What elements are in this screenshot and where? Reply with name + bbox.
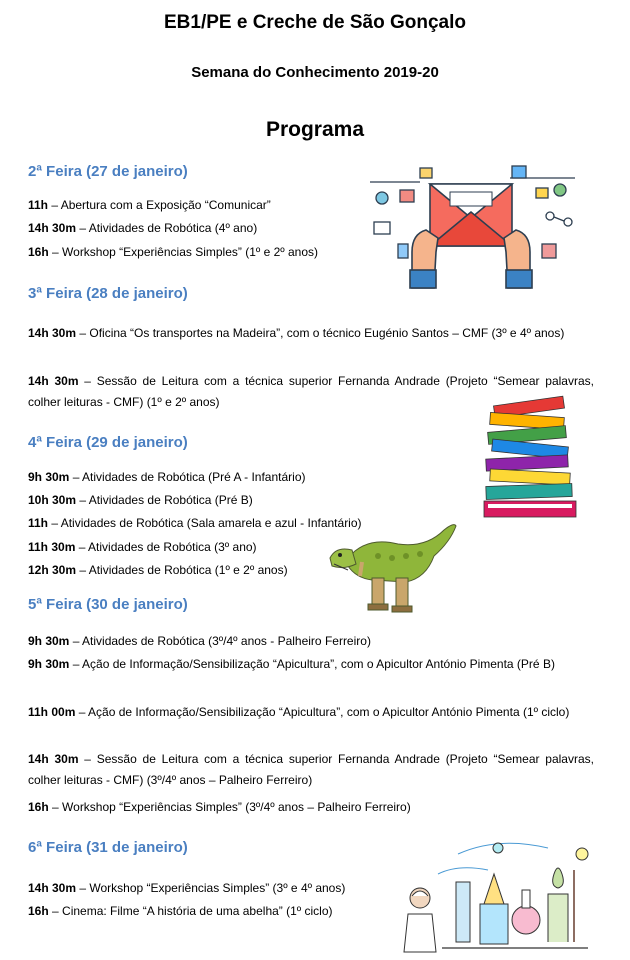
event-item [28, 702, 594, 723]
day-heading-wednesday: 4ª Feira (29 de janeiro) [28, 434, 188, 451]
day-heading-thursday: 5ª Feira (30 de janeiro) [28, 596, 188, 613]
event-time: 14h 30m [28, 881, 77, 895]
communication-illustration [360, 160, 585, 290]
event-time: 14h 30m [28, 221, 77, 235]
event-item [28, 901, 333, 922]
event-text: – Atividades de Robótica (1º e 2º anos) [76, 563, 288, 577]
science-experiments-illustration [398, 834, 594, 954]
event-time: 11h 00m [28, 705, 76, 719]
event-item [28, 749, 594, 791]
event-time: 9h 30m [28, 470, 70, 484]
day-heading-monday: 2ª Feira (27 de janeiro) [28, 163, 188, 180]
event-item [28, 467, 306, 488]
event-text: – Atividades de Robótica (3º ano) [75, 540, 257, 554]
event-text: – Atividades de Robótica (3º/4º anos - Palheiro Ferreiro) [69, 634, 371, 648]
robot-dinosaur-illustration [326, 518, 462, 614]
event-subtitle: Semana do Conhecimento 2019-20 [191, 64, 439, 81]
day-heading-friday: 6ª Feira (31 de janeiro) [28, 839, 188, 856]
event-item [28, 242, 318, 263]
event-time: 11h [28, 198, 49, 212]
event-time: 9h 30m [28, 634, 70, 648]
event-text: – Ação de Informação/Sensibilização “Apicultura”, com o Apicultor António Pimenta (Pré B) [69, 657, 555, 671]
event-item [28, 878, 345, 899]
event-text: – Workshop “Experiências Simples” (1º e 2º anos) [48, 245, 319, 259]
day-heading-tuesday: 3ª Feira (28 de janeiro) [28, 285, 188, 302]
event-item [28, 513, 362, 534]
program-heading: Programa [265, 118, 365, 141]
event-text: – Abertura com a Exposição “Comunicar” [48, 198, 271, 212]
event-time: 11h [28, 516, 49, 530]
event-time: 16h [28, 904, 49, 918]
event-text: – Workshop “Experiências Simples” (3º e 4º anos) [76, 881, 346, 895]
event-item [28, 195, 271, 216]
event-time: 9h 30m [28, 657, 70, 671]
event-item [28, 537, 257, 558]
event-time: 16h [28, 800, 49, 814]
school-title: EB1/PE e Creche de São Gonçalo [164, 12, 466, 33]
event-item [28, 560, 288, 581]
event-text: – Atividades de Robótica (Sala amarela e azul - Infantário) [48, 516, 362, 530]
event-item [28, 218, 257, 239]
event-text: – Sessão de Leitura com a técnica superior Fernanda Andrade (Projeto “Semear palavras, colher leituras - CMF) (1º e 2º anos) [28, 374, 594, 409]
event-time: 10h 30m [28, 493, 77, 507]
event-item [28, 631, 371, 652]
books-illustration [480, 395, 580, 521]
event-time: 14h 30m [28, 752, 79, 766]
event-text: – Atividades de Robótica (Pré B) [76, 493, 253, 507]
event-text: – Ação de Informação/Sensibilização “Apicultura”, com o Apicultor António Pimenta (1º ciclo) [75, 705, 570, 719]
event-text: – Sessão de Leitura com a técnica superior Fernanda Andrade (Projeto “Semear palavras, colher leituras - CMF) (3º/4º anos – Palheiro Ferreiro) [28, 752, 594, 787]
event-time: 14h 30m [28, 374, 79, 388]
event-text: – Cinema: Filme “A história de uma abelha” (1º ciclo) [48, 904, 333, 918]
event-text: – Atividades de Robótica (Pré A - Infantário) [69, 470, 306, 484]
event-text: – Workshop “Experiências Simples” (3º/4º anos – Palheiro Ferreiro) [48, 800, 411, 814]
event-time: 14h 30m [28, 326, 77, 340]
event-item [28, 490, 253, 511]
event-time: 16h [28, 245, 49, 259]
event-text: – Oficina “Os transportes na Madeira”, com o técnico Eugénio Santos – CMF (3º e 4º anos) [76, 326, 565, 340]
event-item [28, 654, 594, 675]
event-time: 11h 30m [28, 540, 76, 554]
event-time: 12h 30m [28, 563, 77, 577]
event-item [28, 797, 411, 818]
event-text: – Atividades de Robótica (4º ano) [76, 221, 258, 235]
event-item [28, 323, 594, 344]
